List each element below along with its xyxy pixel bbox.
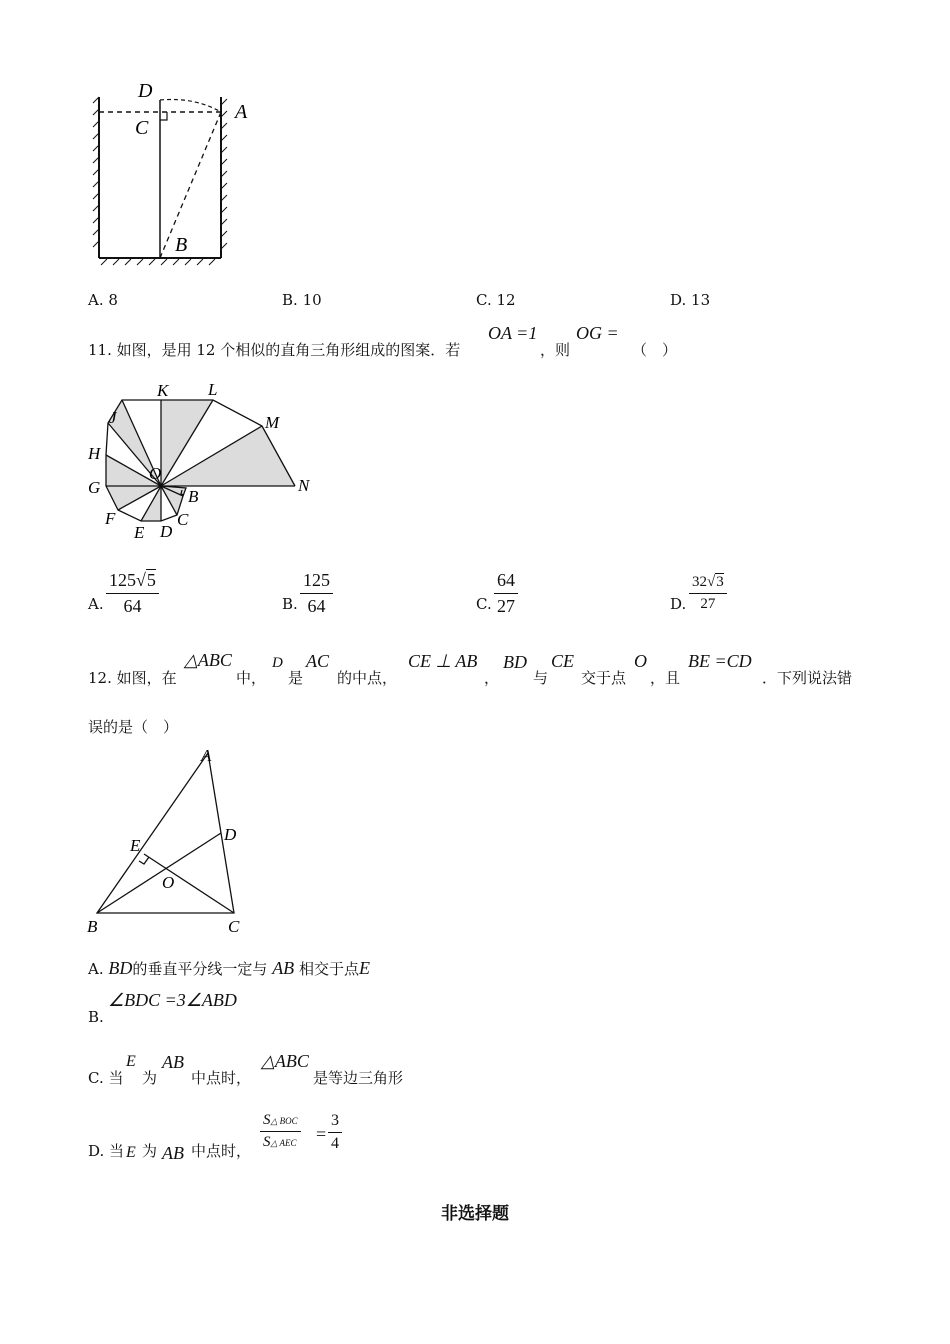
q12-ce-perp-ab: CE ⊥ AB: [408, 651, 478, 671]
q12-figure: [85, 745, 255, 940]
label-m: M: [265, 413, 280, 432]
label-o: O: [149, 464, 162, 483]
q12-p5: ，: [484, 669, 500, 687]
q12-option-c-t1: 为: [142, 1069, 158, 1087]
q12-p3: 是: [288, 669, 304, 687]
q12-p7: 交于点: [581, 669, 627, 687]
q12-option-b-expr: ∠BDC =3∠ABD: [108, 990, 237, 1010]
q12-option-d-t2: 中点时，: [191, 1142, 252, 1160]
segment-ce: [144, 854, 234, 913]
label-g: G: [88, 478, 101, 497]
q11-cond-oa: OA =1: [488, 323, 538, 343]
q11-stem: 11. 如图，是用 12 个相似的直角三角形组成的图案．若: [88, 341, 461, 359]
label-b: B: [188, 487, 199, 506]
q12-p4: 的中点，: [337, 669, 398, 687]
q12-option-d-eq: =: [316, 1124, 327, 1144]
q12-option-c-t3: 是等边三角形: [313, 1069, 404, 1087]
q12-option-a: A. BD的垂直平分线一定与 AB 相交于点E: [88, 958, 370, 978]
label-b: B: [175, 234, 188, 256]
label-f: F: [105, 509, 116, 528]
q11-option-a-frac: 125√5 64: [106, 570, 159, 617]
q12-option-d-e: E: [126, 1144, 136, 1161]
q11-option-d-letter: D.: [670, 595, 687, 613]
q12-option-c-letter: C. 当: [88, 1069, 124, 1087]
label-c: C: [177, 510, 189, 529]
q11-option-b-letter: B.: [282, 595, 298, 613]
q12-option-d-frac: 3 4: [328, 1112, 342, 1153]
q11-comma-then: ，则: [540, 341, 571, 359]
q11-paren: （ ）: [632, 341, 678, 359]
q10-option-c: C. 12: [476, 291, 516, 309]
q10-option-a: A. 8: [88, 291, 118, 309]
label-k: K: [157, 381, 169, 400]
section-title: 非选择题: [441, 1204, 509, 1224]
q12-option-c-t2: 中点时，: [191, 1069, 252, 1087]
label-a: A: [201, 746, 212, 765]
q12-option-d-letter: D. 当: [88, 1142, 125, 1160]
q10-figure: [85, 75, 260, 275]
label-j: J: [109, 408, 117, 427]
q12-d: D: [272, 655, 283, 671]
q11-option-c-frac: 64 27: [494, 570, 518, 617]
q11-figure: [85, 378, 320, 546]
label-b: B: [87, 917, 98, 936]
label-d: D: [224, 825, 237, 844]
label-l: L: [208, 380, 218, 399]
q12-option-d-ab: AB: [162, 1143, 184, 1163]
right-angle-mark: [160, 112, 167, 120]
q12-p2: 中，: [236, 669, 267, 687]
q12-o: O: [634, 651, 647, 671]
floor-hatch: [101, 259, 215, 265]
label-d: D: [138, 80, 153, 102]
label-e: E: [134, 523, 145, 542]
q12-p1: 12. 如图，在: [88, 669, 177, 687]
label-c: C: [228, 917, 240, 936]
label-d: D: [160, 522, 173, 541]
q12-option-c-e: E: [126, 1053, 136, 1070]
label-h: H: [88, 444, 101, 463]
q12-line2: 误的是（ ）: [88, 718, 179, 736]
q12-p8: ，且: [650, 669, 681, 687]
segment-bd: [97, 833, 221, 913]
q11-option-d-frac: 32√3 27: [689, 574, 727, 613]
q11-option-c-letter: C.: [476, 595, 492, 613]
q12-p6: 与: [533, 669, 549, 687]
q11-option-a-letter: A.: [88, 595, 104, 613]
q12-tri: △ABC: [184, 650, 232, 670]
q12-option-c-tri: △ABC: [261, 1051, 309, 1071]
q12-option-d-ratio: S△ BOC S△ AEC: [260, 1112, 301, 1151]
q12-be-eq-cd: BE =CD: [688, 651, 752, 671]
dashed-line-ba: [160, 112, 221, 258]
q11-ask-og: OG =: [576, 323, 619, 343]
arc-da: [160, 100, 221, 113]
q12-option-c-ab: AB: [162, 1052, 184, 1072]
q12-option-b-letter: B.: [88, 1008, 104, 1026]
q12-ce: CE: [551, 651, 575, 671]
q12-p9: ．下列说法错: [762, 669, 853, 687]
label-e: E: [130, 836, 141, 855]
q11-option-b-frac: 125 64: [300, 570, 333, 617]
q10-option-d: D. 13: [670, 291, 711, 309]
label-o: O: [162, 873, 175, 892]
right-angle-e: [139, 857, 149, 864]
q12-ac: AC: [306, 651, 330, 671]
label-a: A: [235, 101, 248, 123]
label-n: N: [298, 476, 310, 495]
q12-bd: BD: [503, 652, 527, 672]
q10-option-b: B. 10: [282, 291, 322, 309]
q12-option-d-t1: 为: [142, 1142, 158, 1160]
label-c: C: [135, 117, 149, 139]
